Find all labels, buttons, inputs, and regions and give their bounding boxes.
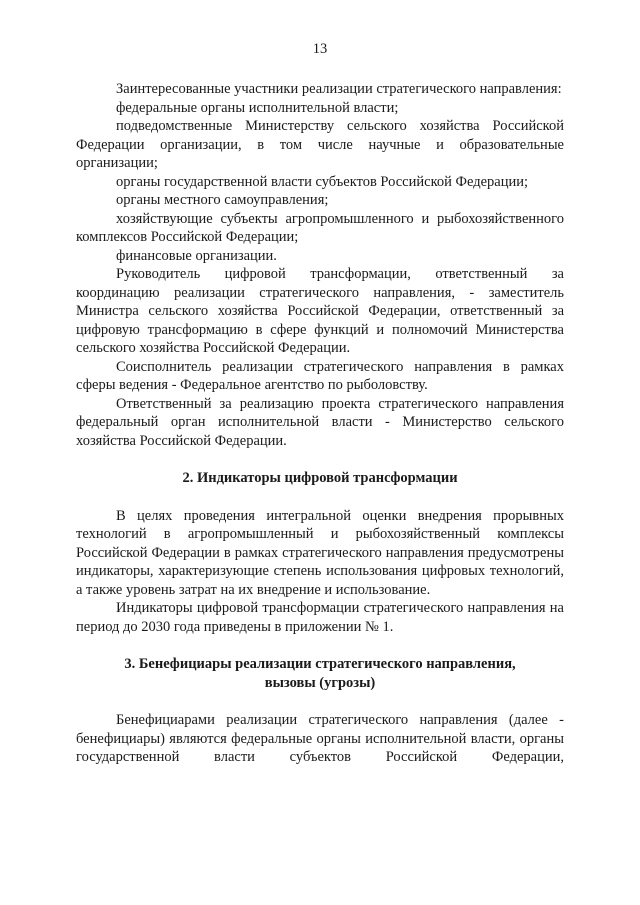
paragraph-responsible-body: Ответственный за реализацию проекта стратегического направления федеральный орган исполнительной власти - Министерство сельского хозяйства Российской Федерации. xyxy=(76,395,564,449)
section-heading-indicators: 2. Индикаторы цифровой трансформации xyxy=(182,470,458,486)
paragraph-indicators-appendix: Индикаторы цифровой трансформации стратегического направления на период до 2030 года приведены в приложении № 1. xyxy=(76,600,564,635)
paragraph-federal-bodies: федеральные органы исполнительной власти; xyxy=(116,99,399,116)
document-body xyxy=(76,80,564,767)
paragraph-financial-orgs: финансовые организации. xyxy=(116,247,277,264)
section-indicators xyxy=(76,507,564,637)
heading-line-1: 3. Бенефициары реализации стратегического направления, xyxy=(124,656,516,672)
paragraph-transformation-head: Руководитель цифровой трансформации, ответственный за координацию реализации стратегического направления, - заместитель Министра сельского хозяйства Российской Федерации, ответственный за цифровую трансформацию в сфере функций и полномочий Министерства сельского хозяйства Российской Федерации. xyxy=(76,266,564,356)
paragraph-stakeholders-intro: Заинтересованные участники реализации стратегического направления: xyxy=(116,81,562,97)
paragraph-co-executor: Соисполнитель реализации стратегического направления в рамках сферы ведения - Федеральное агентство по рыболовству. xyxy=(76,358,564,393)
paragraph-economic-entities: хозяйствующие субъекты агропромышленного и рыбохозяйственного комплексов Российской Федерации; xyxy=(76,210,564,245)
section-stakeholders xyxy=(76,80,564,450)
paragraph-regional-bodies: органы государственной власти субъектов Российской Федерации; xyxy=(116,173,529,190)
paragraph-subordinate-orgs: подведомственные Министерству сельского хозяйства Российской Федерации организации, в том числе научные и образовательные организации; xyxy=(76,118,564,171)
page-number: 13 xyxy=(312,41,328,57)
section-heading-beneficiaries xyxy=(76,655,564,692)
heading-line-2: вызовы (угрозы) xyxy=(264,674,376,691)
section-beneficiaries xyxy=(76,711,564,767)
paragraph-indicators-purpose: В целях проведения интегральной оценки внедрения прорывных технологий в агропромышленный и рыбохозяйственный комплексы Российской Федерации в рамках стратегического направления предусмотрены индикаторы, характеризующие степень использования цифровых технологий, а также уровень затрат на их внедрение и использование. xyxy=(76,507,564,598)
paragraph-local-government: органы местного самоуправления; xyxy=(116,192,329,208)
paragraph-beneficiaries: Бенефициарами реализации стратегического направления (далее - бенефициары) являются федеральные органы исполнительной власти, органы государственной власти субъектов Российской Федерации, xyxy=(76,712,564,765)
